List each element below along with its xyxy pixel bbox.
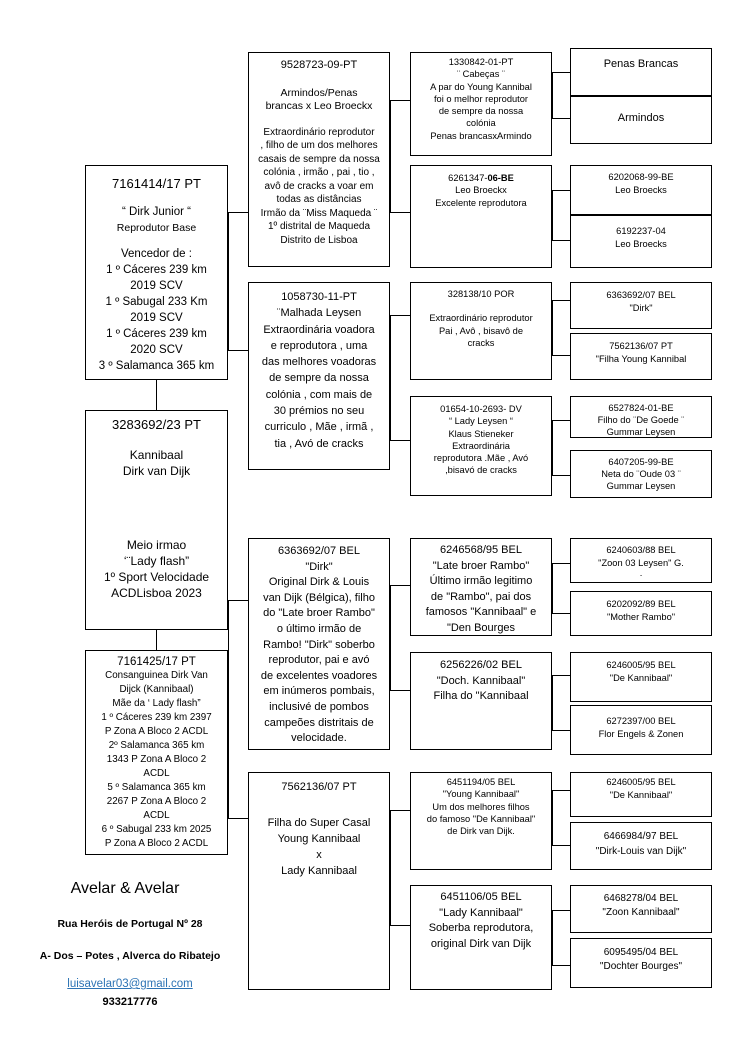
gen4-line: Armindos xyxy=(617,112,665,124)
connector xyxy=(552,965,570,966)
sd-ring: 1058730-11-PT xyxy=(281,291,357,303)
dam-box xyxy=(85,650,228,855)
gen3-line: Último irmão legitimo xyxy=(429,575,533,587)
gen4-box-3 xyxy=(570,165,712,215)
gen3-box-4 xyxy=(410,396,552,496)
dd-ring: 7562136/07 PT xyxy=(281,781,357,793)
ds-ring: 6363692/07 BEL xyxy=(278,545,360,557)
dam-line: Consanguinea Dirk Van xyxy=(105,670,208,681)
sd-line: e reprodutora , uma xyxy=(270,339,368,352)
gen4-line: 7562136/07 PT xyxy=(609,341,673,351)
gen4-line: 6246005/95 BEL xyxy=(606,777,676,787)
dd-line: Young Kannibaal xyxy=(277,833,361,845)
ds-line: o último irmão de xyxy=(276,622,362,635)
gen4-line: 6466984/97 BEL xyxy=(603,831,679,842)
subject-ring: 3283692/23 PT xyxy=(112,417,201,432)
gen3-line: de Dirk van Dijk. xyxy=(447,826,515,837)
gen3-line: cracks xyxy=(467,337,495,348)
gen3-ring: 328138/10 POR xyxy=(447,289,515,299)
gen4-line: 6240603/88 BEL xyxy=(606,545,676,555)
gen3-line: original Dirk van Dijk xyxy=(430,937,532,950)
dam-line: ACDL xyxy=(143,768,170,779)
connector xyxy=(552,730,570,731)
sd-line: Extraordinária voadora xyxy=(263,323,375,336)
connector xyxy=(228,212,229,350)
connector xyxy=(156,630,157,650)
sire-role: Reprodutor Base xyxy=(116,222,197,234)
gen4-line: 6202068-99-BE xyxy=(608,172,674,182)
gen3-line: de "Rambo", pai dos xyxy=(430,590,532,603)
dam-dam-box xyxy=(248,772,390,990)
subject-name: Kannibaal xyxy=(129,448,184,462)
connector xyxy=(228,600,229,818)
gen3-box-3 xyxy=(410,282,552,380)
gen4-line: Flor Engels & Zonen xyxy=(598,729,684,739)
owner-street: Rua Heróis de Portugal Nº 28 xyxy=(57,918,203,930)
gen3-line: "Lady Kannibaal" xyxy=(439,906,523,919)
gen4-line: "Zoon 03 Leysen" G. xyxy=(598,558,684,568)
gen3-ring: 1330842-01-PT xyxy=(448,57,514,67)
gen4-box-11 xyxy=(570,652,712,702)
gen4-line: 6192237-04 xyxy=(616,226,666,236)
gen3-line: do famoso "De Kannibaal" xyxy=(426,813,536,824)
gen4-box-10 xyxy=(570,591,712,636)
gen4-line: 6527824-01-BE xyxy=(608,403,674,413)
gen4-box-12 xyxy=(570,705,712,755)
gen3-box-1 xyxy=(410,52,552,156)
gen3-line: "Doch. Kannibaal" xyxy=(436,674,526,687)
ds-line: do "Late broer Rambo" xyxy=(263,607,375,620)
gen3-line xyxy=(411,300,551,312)
gen3-line: foi o melhor reprodutor xyxy=(433,93,529,104)
gen4-line: Leo Broecks xyxy=(615,185,667,195)
sire-win: 1 º Cáceres 239 km xyxy=(106,328,207,340)
connector xyxy=(390,585,391,690)
sd-line: ¨Malhada Leysen xyxy=(276,307,362,320)
gen3-ring: 6256226/02 BEL xyxy=(440,659,522,671)
gen4-line: 6272397/00 BEL xyxy=(606,716,676,726)
ds-line: inclusivé de pombos xyxy=(269,700,369,713)
gen3-line: colónia xyxy=(466,118,496,129)
gen4-box-2 xyxy=(570,96,712,144)
ds-line: velocidade. xyxy=(291,732,347,745)
dam-ring: 7161425/17 PT xyxy=(117,656,196,668)
gen4-box-15 xyxy=(570,885,712,933)
gen3-line: Penas brancasxArmindo xyxy=(430,130,532,141)
sire-win: 2019 SCV xyxy=(130,280,183,292)
gen4-box-7 xyxy=(570,396,712,438)
ss-desc: todas as distâncias xyxy=(276,194,362,205)
sire-wins-title: Vencedor de : xyxy=(121,248,192,260)
dd-line: Filha do Super Casal xyxy=(267,817,371,829)
gen4-line: . xyxy=(639,568,643,578)
gen3-ring: 6246568/95 BEL xyxy=(440,544,522,556)
connector xyxy=(552,675,570,676)
ds-line: em inúmeros pombais, xyxy=(263,685,375,698)
gen4-line: 6246005/95 BEL xyxy=(606,660,676,670)
gen3-line: Pai , Avô , bisavô de xyxy=(438,325,524,336)
sire-sire-box xyxy=(248,52,390,267)
ds-line: Rambo! "Dirk" soberbo xyxy=(263,638,375,651)
gen4-line: "Filha Young Kannibal xyxy=(595,354,687,364)
gen3-box-6 xyxy=(410,652,552,750)
ss-desc: , filho de um dos melhores xyxy=(260,140,378,151)
gen3-line: de sempre da nossa xyxy=(438,106,524,117)
connector xyxy=(552,613,570,614)
dd-line: x xyxy=(316,849,322,861)
ds-line: van Dijk (Bélgica), filho xyxy=(263,591,375,604)
connector xyxy=(390,440,410,441)
gen3-box-8 xyxy=(410,885,552,990)
sire-name: “ Dirk Junior “ xyxy=(121,206,191,218)
connector xyxy=(552,190,570,191)
dam-line: P Zona A Bloco 2 ACDL xyxy=(104,838,209,849)
gen4-box-9 xyxy=(570,538,712,583)
gen3-line: Filha do "Kannibaal xyxy=(433,690,529,702)
owner-phone: 933217776 xyxy=(102,996,158,1008)
ss-desc: Extraordinário reprodutor xyxy=(263,126,375,138)
gen3-line: ,bisavó de cracks xyxy=(445,465,517,476)
gen3-ring-part: 06-BE xyxy=(487,173,514,183)
gen3-ring-part: 6261347- xyxy=(448,173,488,183)
gen3-line: A par do Young Kannibal xyxy=(430,81,532,92)
gen4-line: 6095495/04 BEL xyxy=(603,947,679,958)
connector xyxy=(552,355,570,356)
dam-sire-box xyxy=(248,538,390,750)
connector xyxy=(552,790,553,845)
gen4-line: "Mother Rambo" xyxy=(606,612,676,622)
dam-line: ACDL xyxy=(143,810,170,821)
connector xyxy=(390,100,391,212)
ds-line: campeões distritais de xyxy=(264,716,374,729)
gen3-line: famosos "Kannibaal" e xyxy=(425,606,537,618)
gen3-line: "Late broer Rambo" xyxy=(432,559,530,572)
gen4-box-6 xyxy=(570,333,712,380)
ds-line: de excelentes voadores xyxy=(260,669,378,682)
gen4-box-8 xyxy=(570,450,712,498)
sire-win: 3 º Salamanca 365 km xyxy=(98,360,215,372)
sd-line: de sempre da nossa xyxy=(269,372,369,385)
gen4-line: Filho do ¨De Goede ¨ xyxy=(597,415,685,425)
dam-line: P Zona A Bloco 2 ACDL xyxy=(104,726,209,737)
connector xyxy=(390,690,410,691)
gen3-ring: 6451194/05 BEL xyxy=(446,777,516,787)
sire-win: 1 º Sabugal 233 Km xyxy=(105,296,208,308)
dam-line: Dijck (Kannibaal) xyxy=(119,684,194,695)
sd-line: tia , Avó de cracks xyxy=(274,437,364,450)
sire-dam-box xyxy=(248,282,390,470)
sire-box xyxy=(85,165,228,380)
connector xyxy=(156,380,157,410)
gen4-line: Leo Broecks xyxy=(615,239,667,249)
gen4-line: Gummar Leysen xyxy=(606,427,676,437)
sd-line: 30 prémios no seu xyxy=(273,405,365,418)
gen3-ring xyxy=(411,172,551,184)
ss-desc: colónia , irmão , pai , tio , xyxy=(263,167,375,178)
ds-line: reprodutor, pai e avó xyxy=(268,654,370,667)
connector xyxy=(390,810,391,925)
gen4-box-16 xyxy=(570,938,712,988)
gen4-box-13 xyxy=(570,772,712,817)
gen3-line: Klaus Stieneker xyxy=(448,428,514,439)
connector xyxy=(552,845,570,846)
dd-line: Lady Kannibaal xyxy=(281,865,357,877)
gen4-line: 6363692/07 BEL xyxy=(606,290,676,300)
connector xyxy=(390,585,410,586)
gen4-line: "De Kannibaal" xyxy=(609,790,673,800)
connector xyxy=(552,563,553,613)
connector xyxy=(390,810,410,811)
gen3-line: ¨ Cabeças ¨ xyxy=(456,69,506,80)
connector xyxy=(552,910,570,911)
connector xyxy=(552,675,553,730)
dam-line: 2267 P Zona A Bloco 2 xyxy=(106,796,207,807)
ss-name: brancas x Leo Broeckx xyxy=(265,100,373,112)
sire-win: 2020 SCV xyxy=(130,344,183,356)
gen4-line: 6468278/04 BEL xyxy=(603,893,679,904)
connector xyxy=(552,420,570,421)
connector xyxy=(552,240,570,241)
gen3-line: Extraordinária xyxy=(452,440,510,451)
sd-line: curriculo , Mãe , irmã , xyxy=(264,421,374,434)
gen3-line: "Den Bourges xyxy=(446,621,516,634)
connector xyxy=(228,818,248,819)
subject-note: ACDLisboa 2023 xyxy=(111,586,202,600)
sire-win: 1 º Cáceres 239 km xyxy=(106,264,207,276)
connector xyxy=(552,420,553,475)
subject-note: ‘¨Lady flash” xyxy=(123,554,190,568)
gen3-line: Leo Broeckx xyxy=(455,185,507,196)
connector xyxy=(552,910,553,965)
gen3-line: Um dos melhores filhos xyxy=(432,801,530,812)
owner-name: Avelar & Avelar xyxy=(70,880,180,897)
ds-line: Original Dirk & Louis xyxy=(268,576,370,589)
gen4-line: "De Kannibaal" xyxy=(609,673,673,683)
dam-line: 1343 P Zona A Bloco 2 xyxy=(106,754,207,765)
dam-line: 6 º Sabugal 233 km 2025 xyxy=(101,824,212,835)
ss-desc: Irmão da ¨Miss Maqueda ¨ xyxy=(260,207,378,219)
connector xyxy=(390,925,410,926)
connector xyxy=(552,790,570,791)
ss-desc: 1º distrital de Maqueda xyxy=(267,221,371,232)
gen3-line: reprodutora .Mãe , Avó xyxy=(433,453,529,464)
connector xyxy=(552,72,553,118)
ds-line: "Dirk" xyxy=(305,560,333,573)
gen3-line: “ Lady Leysen “ xyxy=(448,416,514,427)
gen4-line: 6202092/89 BEL xyxy=(606,599,676,609)
dam-line: 5 º Salamanca 365 km xyxy=(107,782,206,793)
sire-win: 2019 SCV xyxy=(130,312,183,324)
gen4-line: "Dirk-Louis van Dijk" xyxy=(595,846,687,857)
ss-ring: 9528723-09-PT xyxy=(280,59,358,71)
owner-town: A- Dos – Potes , Alverca do Ribatejo xyxy=(39,950,221,962)
connector xyxy=(552,475,570,476)
gen4-box-4 xyxy=(570,215,712,268)
ss-desc: casais de sempre da nossa xyxy=(258,153,380,165)
connector xyxy=(228,600,248,601)
connector xyxy=(390,315,391,440)
connector xyxy=(390,315,410,316)
dam-line: 2º Salamanca 365 km xyxy=(108,740,205,751)
gen4-line: Penas Brancas xyxy=(603,58,679,70)
gen4-line: "Dochter Bourges" xyxy=(599,961,683,972)
ss-desc: avô de cracks a voar em xyxy=(264,180,374,192)
connector xyxy=(552,72,570,73)
gen3-line: Excelente reprodutora xyxy=(435,197,527,208)
gen3-line: Soberba reprodutora, xyxy=(428,922,534,934)
gen4-line: Gummar Leysen xyxy=(606,481,676,491)
connector xyxy=(552,300,570,301)
gen3-line: "Young Kannibaal" xyxy=(442,789,520,800)
connector xyxy=(228,350,248,351)
gen4-box-5 xyxy=(570,282,712,329)
subject-box xyxy=(85,410,228,630)
gen4-box-1 xyxy=(570,48,712,96)
gen3-box-7 xyxy=(410,772,552,870)
ss-name: Armindos/Penas xyxy=(280,86,358,99)
gen3-ring: 6451106/05 BEL xyxy=(440,891,522,903)
gen4-line: 6407205-99-BE xyxy=(608,457,674,467)
connector xyxy=(390,100,410,101)
gen3-box-5 xyxy=(410,538,552,636)
connector xyxy=(552,118,570,119)
gen4-line: Neta do ¨Oude 03 ¨ xyxy=(601,469,681,479)
gen3-line: Extraordinário reprodutor xyxy=(429,313,533,324)
connector xyxy=(552,563,570,564)
sire-ring: 7161414/17 PT xyxy=(112,176,201,191)
dam-line: Mãe da ‘ Lady flash” xyxy=(112,698,201,709)
ss-desc: Distrito de Lisboa xyxy=(280,234,358,246)
connector xyxy=(390,212,410,213)
gen4-line: "Zoon Kannibaal" xyxy=(602,907,680,918)
connector xyxy=(552,300,553,355)
connector xyxy=(228,212,248,213)
gen4-line: "Dirk" xyxy=(629,303,653,313)
sd-line: colónia , com mais de xyxy=(265,388,373,401)
gen4-box-14 xyxy=(570,822,712,870)
subject-note: Meio irmao xyxy=(126,538,187,552)
connector xyxy=(552,190,553,240)
gen3-ring: 01654-10-2693- DV xyxy=(440,404,522,414)
owner-email-link[interactable]: luisavelar03@gmail.com xyxy=(67,978,193,990)
sd-line: das melhores voadoras xyxy=(261,356,377,369)
gen3-box-2 xyxy=(410,165,552,268)
subject-name: Dirk van Dijk xyxy=(122,464,191,478)
subject-note: 1º Sport Velocidade xyxy=(103,570,210,584)
dam-line: 1 º Cáceres 239 km 2397 xyxy=(101,712,212,723)
